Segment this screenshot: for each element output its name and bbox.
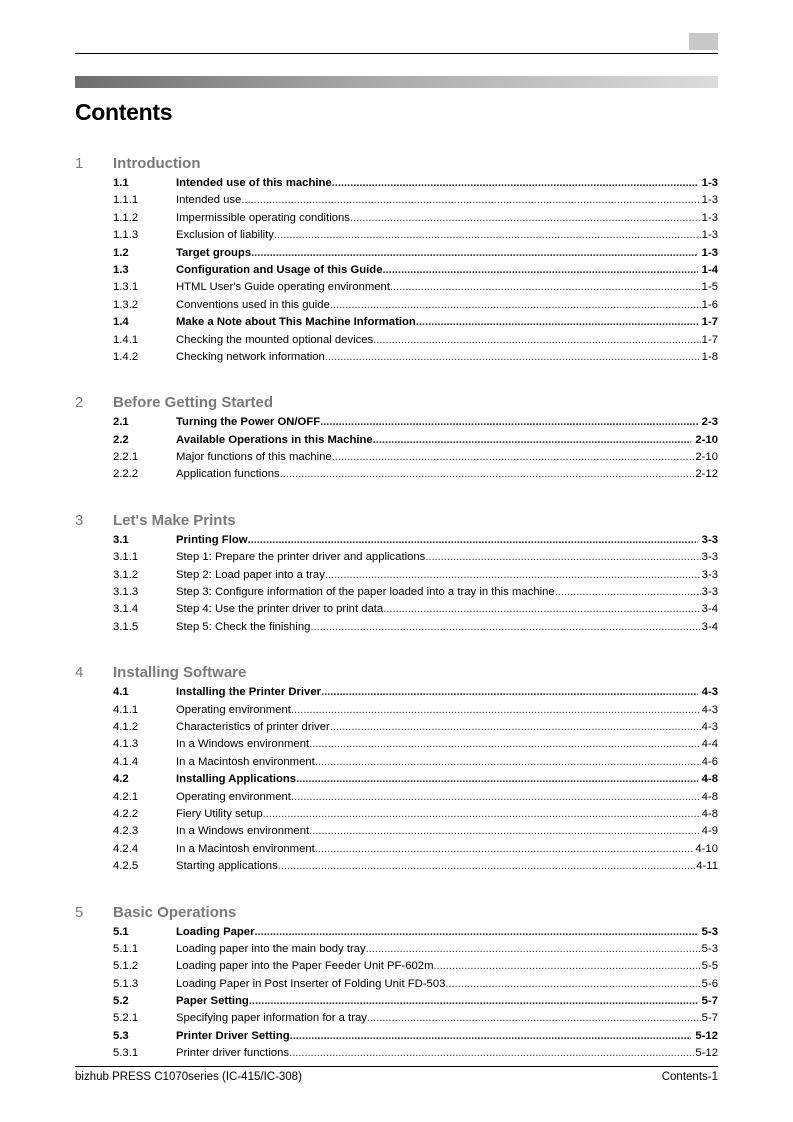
header-rule [75,53,718,54]
toc-section-entry[interactable] [75,177,718,194]
toc-subsection-entry[interactable] [75,756,718,773]
entry-number: 4.2 [113,773,129,786]
toc-entry-list [75,534,718,638]
entry-number: 1.1.1 [113,194,139,207]
entry-label: Intended use [176,194,242,207]
entry-number: 2.2 [113,433,129,446]
toc-subsection-entry[interactable] [75,825,718,842]
entry-label: Target groups [176,246,252,259]
dot-leader [249,995,698,1007]
entry-page-number: 4-8 [701,790,718,803]
entry-number: 4.2.2 [113,807,139,820]
chapter-section [75,507,718,638]
entry-number: 4.1.2 [113,720,139,733]
chapter-title: Introduction [113,155,201,172]
entry-label: HTML User's Guide operating environment [176,281,390,294]
chapter-title: Before Getting Started [113,394,274,412]
entry-label: Characteristics of printer driver [176,720,330,733]
entry-label: Exclusion of liability [176,229,274,242]
entry-page-number: 5-6 [701,977,718,990]
dot-leader [330,299,701,311]
chapter-number: 1 [75,155,84,172]
toc-subsection-entry[interactable] [75,551,718,568]
entry-label: Operating environment [176,790,291,803]
entry-label: Conventions used in this guide [176,298,330,311]
entry-label: Application functions [176,468,280,481]
entry-number: 4.2.4 [113,842,139,855]
toc-subsection-entry[interactable] [75,621,718,638]
toc-subsection-entry[interactable] [75,943,718,960]
entry-number: 3.1.4 [113,603,139,616]
entry-page-number: 4-6 [701,755,718,768]
entry-number: 3.1.1 [113,551,139,564]
entry-number: 4.1.4 [113,755,139,768]
toc-section-entry[interactable] [75,434,718,451]
chapter-heading[interactable] [75,389,718,416]
toc-section-entry[interactable] [75,773,718,790]
toc-subsection-entry[interactable] [75,860,718,877]
dot-leader [315,843,695,855]
title-gradient-bar [75,76,718,88]
entry-number: 5.2 [113,995,129,1008]
dot-leader [367,1012,701,1024]
page-title: Contents [75,99,173,125]
entry-number: 4.1.3 [113,738,139,751]
entry-number: 4.2.1 [113,790,139,803]
entry-page-number: 4-10 [695,842,718,855]
entry-label: Loading paper into the Paper Feeder Unit PF-602m [176,960,434,973]
entry-label: Step 4: Use the printer driver to print data [176,603,384,616]
toc-section-entry[interactable] [75,926,718,943]
entry-number: 5.1.3 [113,977,139,990]
entry-number: 1.4.1 [113,333,139,346]
entry-label: Printer driver functions [176,1047,290,1060]
entry-page-number: 5-7 [701,1012,718,1025]
entry-number: 1.1.3 [113,229,139,242]
toc-section-entry[interactable] [75,686,718,703]
entry-label: Specifying paper information for a tray [176,1012,367,1025]
entry-number: 3.1.2 [113,568,139,581]
entry-page-number: 2-10 [695,451,718,464]
entry-label: Printer Driver Setting [176,1029,290,1042]
dot-leader [325,351,701,363]
chapter-heading[interactable] [75,659,718,686]
dot-leader [289,1047,694,1059]
dot-leader [330,721,701,733]
entry-page-number: 1-5 [701,281,718,294]
entry-label: Step 3: Configure information of the paper loaded into a tray in this machine [176,586,555,599]
entry-label: Installing Applications [176,773,297,786]
toc-entry-list [75,926,718,1065]
chapter-heading[interactable] [75,899,718,926]
toc-subsection-entry[interactable] [75,569,718,586]
dot-leader [433,960,700,972]
toc-subsection-entry[interactable] [75,194,718,211]
entry-label: Step 1: Prepare the printer driver and applications [176,551,426,564]
entry-page-number: 3-3 [701,586,718,599]
entry-page-number: 4-11 [696,860,718,873]
entry-page-number: 4-3 [701,686,718,699]
entry-label: Impermissible operating conditions [176,211,350,224]
entry-page-number: 5-7 [701,995,718,1008]
chapter-section [75,150,718,368]
footer-rule [75,1066,718,1067]
entry-number: 1.3.2 [113,298,139,311]
dot-leader [390,281,701,293]
chapter-number: 2 [75,394,84,412]
entry-label: Intended use of this machine [176,177,332,189]
dot-leader [425,551,700,563]
toc-subsection-entry[interactable] [75,212,718,229]
entry-page-number: 1-3 [701,246,718,259]
entry-page-number: 5-5 [701,960,718,973]
entry-label: Turning the Power ON/OFF [176,416,321,429]
entry-page-number: 1-3 [701,211,718,224]
entry-label: In a Windows environment [176,738,310,751]
entry-page-number: 3-4 [701,603,718,616]
entry-number: 4.1 [113,686,129,699]
entry-page-number: 1-8 [701,350,718,363]
entry-number: 1.1.2 [113,211,139,224]
entry-page-number: 2-10 [695,433,718,446]
entry-page-number: 1-3 [701,177,718,189]
chapter-section [75,899,718,1065]
entry-label: Checking network information [176,350,325,363]
entry-page-number: 3-3 [701,551,718,564]
entry-number: 4.2.3 [113,825,139,838]
dot-leader [296,773,698,785]
dot-leader [248,534,698,546]
entry-page-number: 1-6 [701,298,718,311]
entry-page-number: 4-4 [701,738,718,751]
dot-leader [274,229,701,241]
entry-number: 5.3 [113,1029,129,1042]
entry-label: Operating environment [176,703,291,716]
dot-leader [315,756,701,768]
dot-leader [309,825,701,837]
chapter-title: Installing Software [113,664,247,682]
chapter-heading[interactable] [75,150,718,177]
entry-label: Paper Setting [176,995,249,1008]
entry-number: 3.1.3 [113,586,139,599]
dot-leader [555,586,701,598]
entry-page-number: 1-7 [701,333,718,346]
toc-subsection-entry[interactable] [75,468,718,485]
entry-page-number: 5-3 [701,942,718,955]
toc-section-entry[interactable] [75,416,718,433]
entry-label: Configuration and Usage of this Guide [176,263,383,276]
entry-label: Loading Paper [176,925,255,938]
toc-subsection-entry[interactable] [75,843,718,860]
entry-label: Checking the mounted optional devices [176,333,374,346]
entry-number: 3.1.5 [113,620,139,633]
toc-subsection-entry[interactable] [75,281,718,298]
entry-page-number: 4-8 [701,773,718,786]
dot-leader [309,738,701,750]
entry-number: 5.1.2 [113,960,139,973]
toc-subsection-entry[interactable] [75,960,718,977]
chapter-heading[interactable] [75,507,718,534]
toc-section-entry[interactable] [75,247,718,264]
dot-leader [251,247,698,259]
entry-number: 2.1 [113,416,129,429]
entry-label: Step 2: Load paper into a tray [176,568,325,581]
entry-label: Loading paper into the main body tray [176,942,366,955]
dot-leader [366,943,701,955]
dot-leader [241,194,700,206]
entry-label: Loading Paper in Post Inserter of Folding Unit FD-503 [176,977,446,990]
entry-label: In a Macintosh environment [176,755,315,768]
entry-label: Major functions of this machine [176,451,332,464]
entry-label: Fiery Utility setup [176,807,263,820]
entry-page-number: 4-9 [701,825,718,838]
dot-leader [310,621,700,633]
dot-leader [383,603,700,615]
toc-subsection-entry[interactable] [75,808,718,825]
dot-leader [416,316,698,328]
toc-subsection-entry[interactable] [75,1012,718,1029]
dot-leader [280,468,695,480]
entry-number: 1.2 [113,246,129,259]
entry-number: 5.1 [113,925,129,938]
toc-subsection-entry[interactable] [75,586,718,603]
entry-number: 1.3.1 [113,281,139,294]
footer-product-name: bizhub PRESS C1070series (IC-415/IC-308) [75,1071,302,1083]
toc-entry-list [75,177,718,368]
dot-leader [332,177,698,189]
entry-page-number: 4-3 [701,703,718,716]
entry-page-number: 5-12 [695,1029,718,1042]
toc-subsection-entry[interactable] [75,704,718,721]
dot-leader [321,686,698,698]
toc-subsection-entry[interactable] [75,351,718,368]
dot-leader [373,434,692,446]
chapter-section [75,389,718,486]
dot-leader [263,808,701,820]
entry-label: In a Macintosh environment [176,842,315,855]
entry-number: 1.4.2 [113,350,139,363]
entry-page-number: 4-3 [701,720,718,733]
entry-number: 4.1.1 [113,703,139,716]
dot-leader [373,334,700,346]
chapter-section [75,659,718,877]
toc-subsection-entry[interactable] [75,791,718,808]
toc-section-entry[interactable] [75,1030,718,1047]
entry-number: 1.1 [113,177,129,189]
chapter-number: 5 [75,903,84,921]
entry-number: 5.2.1 [113,1012,139,1025]
entry-number: 3.1 [113,533,129,546]
toc-subsection-entry[interactable] [75,299,718,316]
footer-page-label: Contents-1 [661,1071,718,1083]
toc-subsection-entry[interactable] [75,603,718,620]
dot-leader [278,860,695,872]
entry-number: 2.2.1 [113,451,139,464]
toc-subsection-entry[interactable] [75,721,718,738]
dot-leader [254,926,697,938]
entry-label: Starting applications [176,860,278,873]
entry-label: In a Windows environment [176,825,310,838]
entry-number: 5.1.1 [113,942,139,955]
entry-page-number: 3-3 [701,568,718,581]
entry-page-number: 1-4 [701,263,718,276]
entry-number: 4.2.5 [113,860,139,873]
dot-leader [320,416,698,428]
toc-section-entry[interactable] [75,995,718,1012]
page-tab-marker [689,33,718,50]
entry-label: Installing the Printer Driver [176,686,322,699]
chapter-title: Let's Make Prints [113,511,236,529]
entry-number: 1.4 [113,316,129,329]
entry-label: Printing Flow [176,533,248,546]
entry-number: 5.3.1 [113,1047,139,1060]
chapter-title: Basic Operations [113,903,237,921]
entry-number: 2.2.2 [113,468,139,481]
entry-page-number: 3-3 [701,533,718,546]
entry-page-number: 1-3 [701,229,718,242]
dot-leader [290,1030,692,1042]
toc-subsection-entry[interactable] [75,738,718,755]
toc-subsection-entry[interactable] [75,229,718,246]
entry-page-number: 4-8 [701,807,718,820]
chapter-number: 3 [75,511,84,529]
toc-subsection-entry[interactable] [75,451,718,468]
entry-label: Available Operations in this Machine [176,433,373,446]
table-of-contents [75,150,718,1086]
toc-subsection-entry[interactable] [75,1047,718,1064]
toc-entry-list [75,416,718,486]
entry-page-number: 2-12 [695,468,718,481]
toc-subsection-entry[interactable] [75,334,718,351]
entry-label: Step 5: Check the finishing [176,620,311,633]
entry-page-number: 2-3 [701,416,718,429]
toc-section-entry[interactable] [75,264,718,281]
toc-entry-list [75,686,718,877]
toc-subsection-entry[interactable] [75,978,718,995]
entry-page-number: 1-3 [701,194,718,207]
toc-section-entry[interactable] [75,534,718,551]
dot-leader [332,451,695,463]
entry-page-number: 1-7 [701,316,718,329]
toc-section-entry[interactable] [75,316,718,333]
entry-page-number: 5-12 [695,1047,718,1060]
dot-leader [445,978,700,990]
entry-number: 1.3 [113,263,129,276]
dot-leader [382,264,697,276]
dot-leader [291,791,701,803]
dot-leader [325,569,701,581]
entry-page-number: 3-4 [701,620,718,633]
dot-leader [350,212,701,224]
entry-page-number: 5-3 [701,925,718,938]
dot-leader [291,704,701,716]
chapter-number: 4 [75,664,84,682]
entry-label: Make a Note about This Machine Information [176,316,416,329]
